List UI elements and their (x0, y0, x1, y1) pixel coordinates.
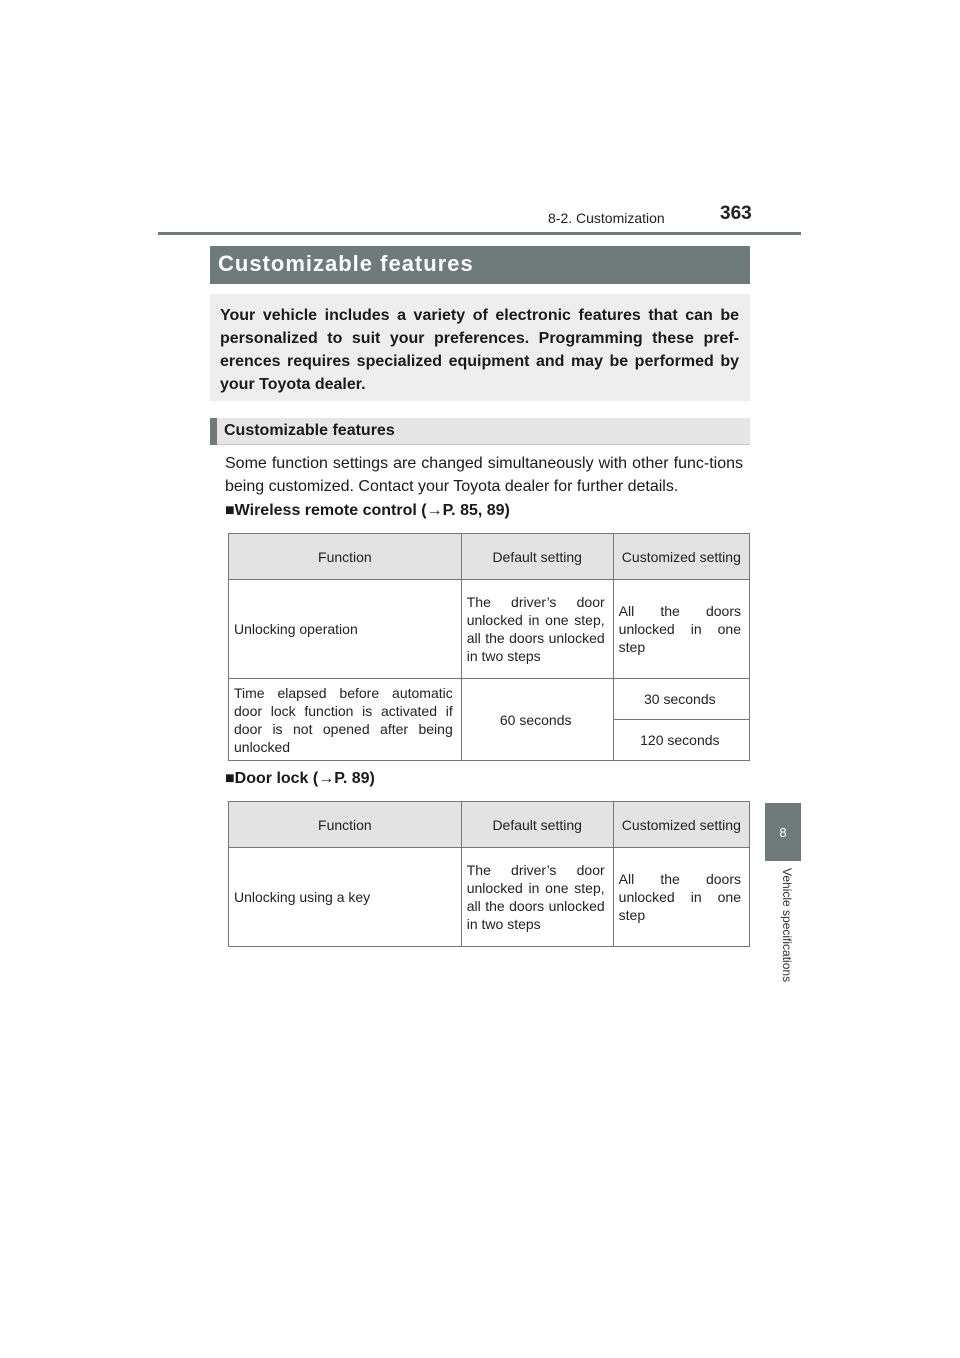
section-heading-wireless-remote: ■Wireless remote control (→P. 85, 89) (225, 502, 510, 519)
subheading-accent (210, 418, 217, 445)
cell-default: 60 seconds (461, 679, 613, 761)
header-customized: Customized setting (613, 534, 749, 580)
cell-customized: All the doors unlocked in one step (613, 848, 749, 947)
cell-function: Unlocking operation (229, 580, 462, 679)
table-row (229, 580, 750, 679)
page-number: 363 (720, 203, 752, 224)
table-row (229, 679, 750, 720)
header-rule (158, 232, 801, 235)
table-header-row (229, 534, 750, 580)
section-label: 8-2. Customization (548, 210, 665, 226)
body-text: Some function settings are changed simultaneously with other func-tions being customized. Contact your Toyota dealer for further details. (225, 455, 743, 495)
header-function: Function (229, 534, 462, 580)
chapter-tab[interactable]: 8 (765, 803, 801, 861)
section-heading-door-lock: ■Door lock (→P. 89) (225, 770, 375, 787)
wireless-remote-table (228, 533, 750, 761)
table-header-row (229, 802, 750, 848)
subheading-bar (210, 418, 750, 445)
page-title: Customizable features (218, 251, 474, 276)
cell-function: Unlocking using a key (229, 848, 462, 947)
cell-customized: 30 seconds (613, 679, 749, 720)
chapter-label: Vehicle specifications (780, 868, 794, 983)
title-bar (210, 246, 750, 284)
cell-customized: 120 seconds (613, 720, 749, 761)
cell-default: The driver’s door unlocked in one step, all the doors unlocked in two steps (461, 580, 613, 679)
intro-box (210, 294, 750, 401)
intro-text: Your vehicle includes a variety of electronic features that can be personalized to suit your preferences. Programming these pref-erences requires specialized equipment and may be performed by your Toyota dealer. (220, 307, 739, 393)
cell-default: The driver’s door unlocked in one step, all the doors unlocked in two steps (461, 848, 613, 947)
header-customized: Customized setting (613, 802, 749, 848)
table-row (229, 848, 750, 947)
door-lock-table (228, 801, 750, 947)
subheading: Customizable features (224, 422, 395, 439)
header-default: Default setting (461, 534, 613, 580)
cell-function: Time elapsed before automatic door lock function is activated if door is not opened after being unlocked (229, 679, 462, 761)
cell-customized: All the doors unlocked in one step (613, 580, 749, 679)
header-function: Function (229, 802, 462, 848)
header-default: Default setting (461, 802, 613, 848)
